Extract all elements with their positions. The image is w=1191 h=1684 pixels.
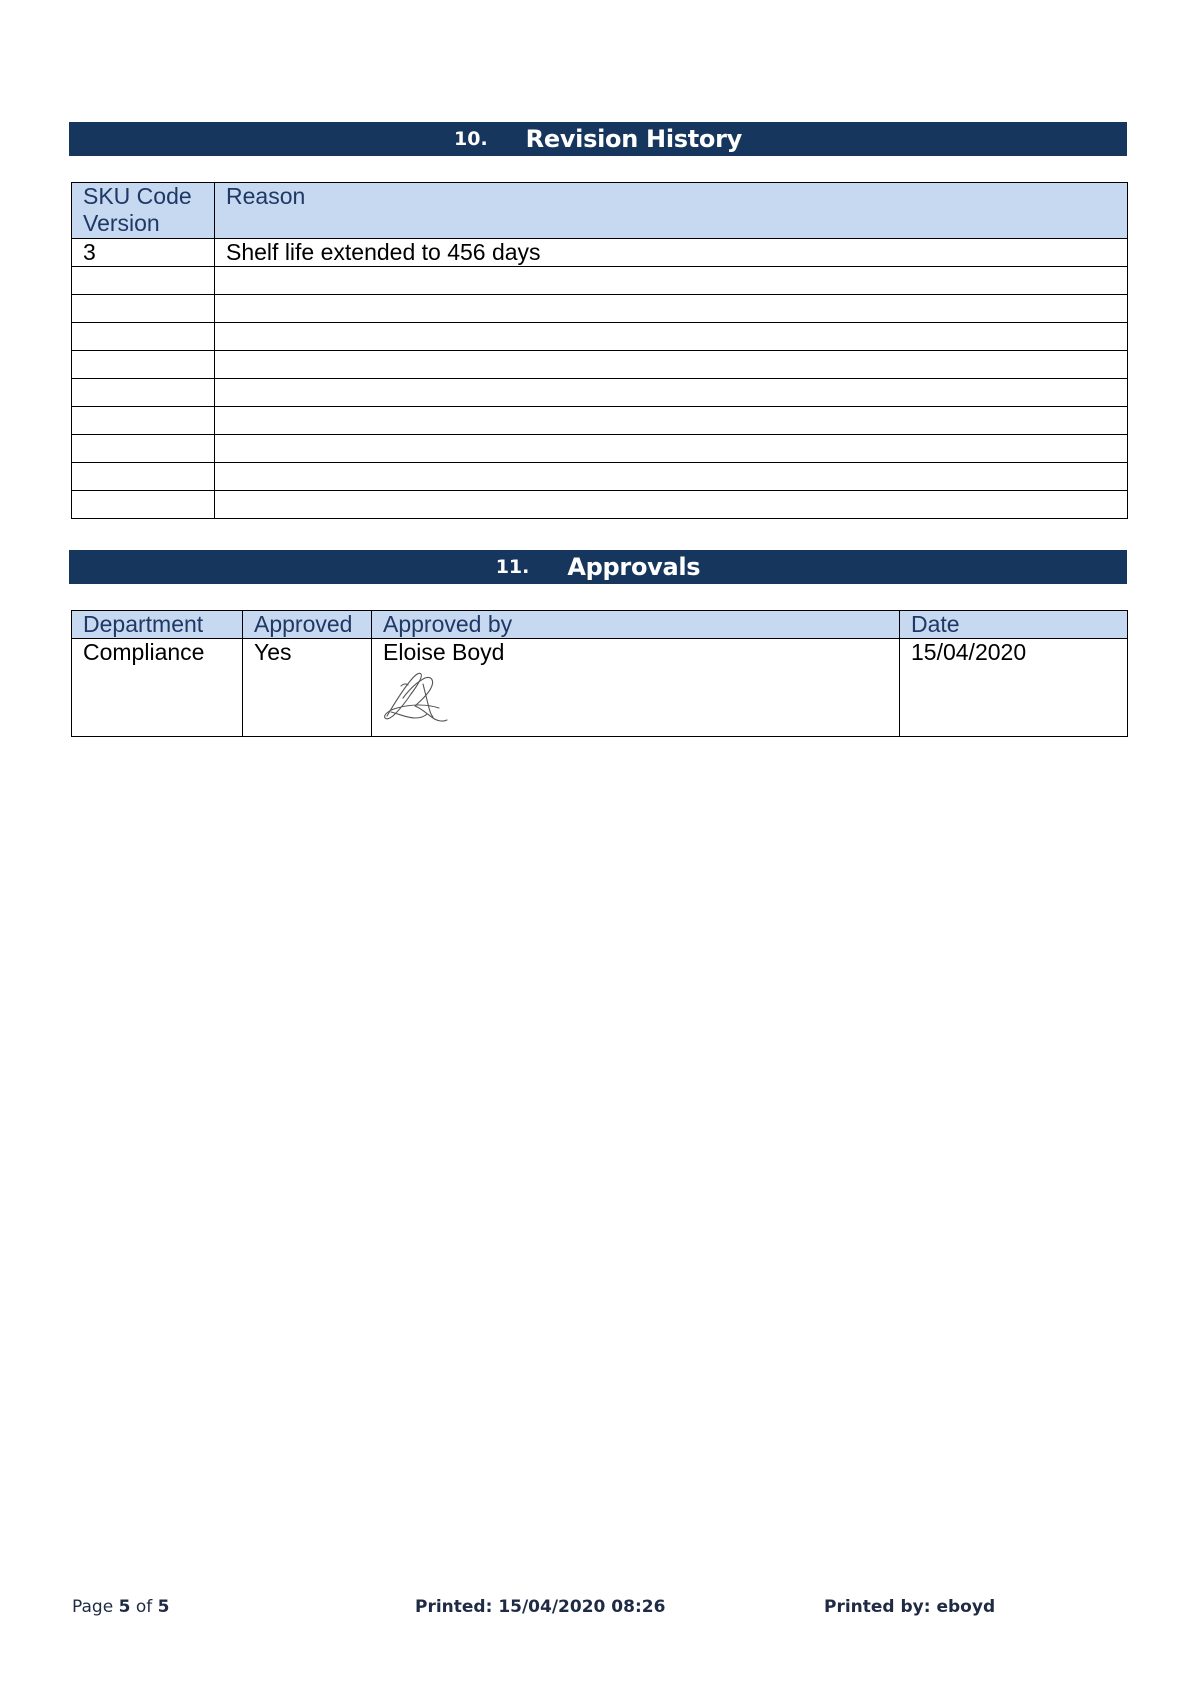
- page-prefix: Page: [72, 1597, 114, 1617]
- approver-name: Eloise Boyd: [383, 639, 505, 665]
- table-row: [72, 639, 1128, 737]
- reason-cell: [215, 491, 1128, 519]
- page-of: of: [135, 1597, 153, 1617]
- version-cell: 3: [72, 239, 215, 267]
- revision-history-table: [71, 182, 1128, 519]
- table-row: [72, 239, 1128, 267]
- column-header-date: Date: [900, 611, 1128, 639]
- version-cell: [72, 267, 215, 295]
- reason-cell: [215, 463, 1128, 491]
- table-row: [72, 491, 1128, 519]
- page-current: 5: [118, 1597, 131, 1617]
- department-cell: Compliance: [72, 639, 243, 737]
- signature-image: [381, 668, 453, 724]
- version-cell: [72, 491, 215, 519]
- section-number: 11.: [495, 556, 530, 578]
- printed-timestamp: [415, 1597, 665, 1617]
- reason-cell: Shelf life extended to 456 days: [215, 239, 1128, 267]
- version-cell: [72, 323, 215, 351]
- table-row: [72, 267, 1128, 295]
- date-cell: 15/04/2020: [900, 639, 1128, 737]
- reason-cell: [215, 267, 1128, 295]
- printed-by-text: Printed by: eboyd: [824, 1597, 996, 1617]
- table-row: [72, 435, 1128, 463]
- table-row: [72, 323, 1128, 351]
- reason-cell: [215, 407, 1128, 435]
- reason-cell: [215, 323, 1128, 351]
- reason-cell: [215, 295, 1128, 323]
- column-header-reason: Reason: [215, 183, 1128, 239]
- table-row: [72, 407, 1128, 435]
- table-row: [72, 379, 1128, 407]
- page-number: [72, 1597, 169, 1617]
- printed-text: Printed: 15/04/2020 08:26: [415, 1597, 666, 1617]
- version-cell: [72, 435, 215, 463]
- section-title: Revision History: [525, 125, 742, 153]
- section-number: 10.: [454, 128, 488, 150]
- version-cell: [72, 351, 215, 379]
- approvals-table: [71, 610, 1128, 737]
- column-header-approved-by: Approved by: [372, 611, 900, 639]
- table-header-row: [72, 611, 1128, 639]
- table-row: [72, 463, 1128, 491]
- reason-cell: [215, 351, 1128, 379]
- version-cell: [72, 463, 215, 491]
- approvals-header: [69, 550, 1127, 584]
- table-row: [72, 295, 1128, 323]
- revision-history-header: [69, 122, 1127, 156]
- column-header-version: SKU Code Version: [72, 183, 215, 239]
- approved-cell: Yes: [243, 639, 372, 737]
- section-title: Approvals: [567, 553, 701, 581]
- version-cell: [72, 379, 215, 407]
- printed-by: [824, 1597, 995, 1617]
- version-cell: [72, 407, 215, 435]
- column-header-approved: Approved: [243, 611, 372, 639]
- approved-by-cell: [372, 639, 900, 737]
- page-total: 5: [157, 1597, 170, 1617]
- column-header-department: Department: [72, 611, 243, 639]
- version-cell: [72, 295, 215, 323]
- reason-cell: [215, 379, 1128, 407]
- table-header-row: [72, 183, 1128, 239]
- table-row: [72, 351, 1128, 379]
- reason-cell: [215, 435, 1128, 463]
